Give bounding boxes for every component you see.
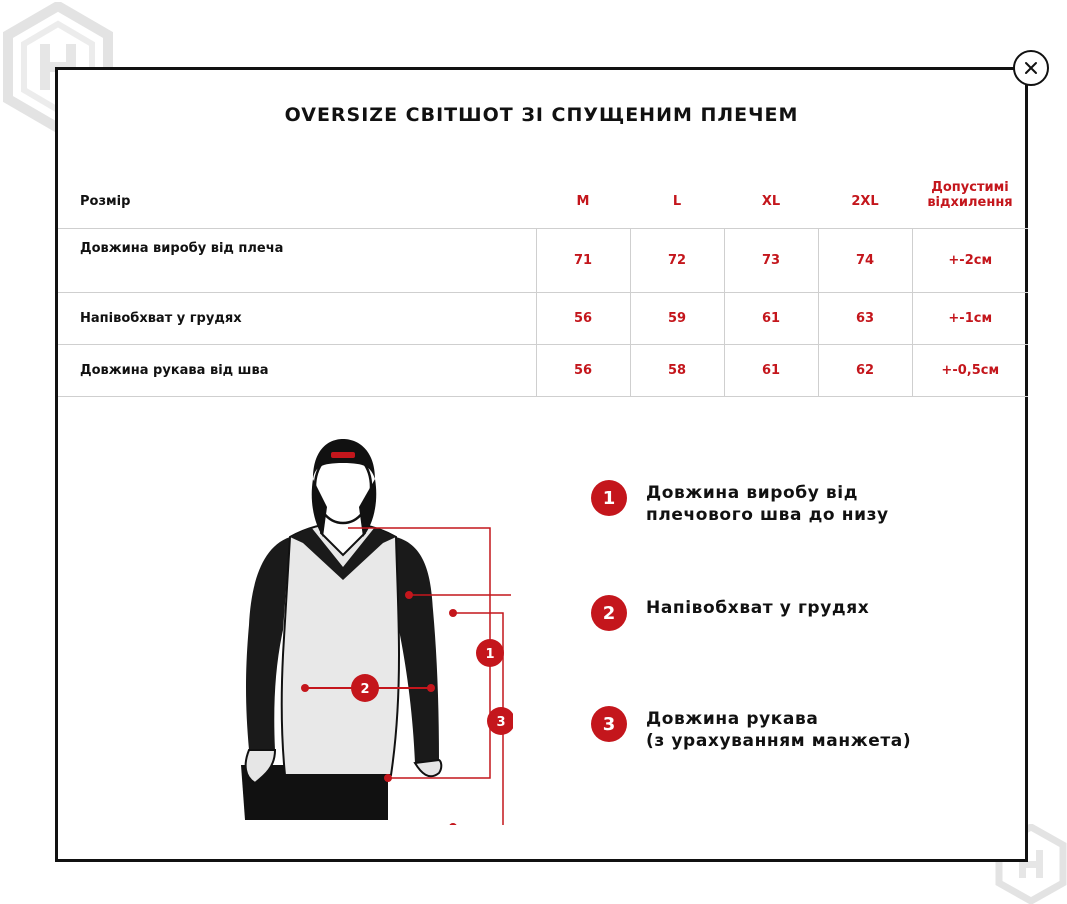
legend-line: (з урахуванням манжета) [646, 731, 912, 751]
header-size: Розмір [80, 193, 131, 209]
marker-2-label: 2 [360, 682, 370, 697]
cell-value: 58 [630, 345, 724, 397]
row-label: Довжина рукава від шва [58, 345, 536, 397]
length-measure-overlay [348, 525, 568, 845]
cell-value: 61 [724, 293, 818, 345]
size-chart-modal [55, 67, 1028, 862]
table-row [58, 345, 1028, 397]
cell-value: 71 [536, 229, 630, 293]
header-deviation-line2: відхилення [927, 195, 1013, 210]
table-row [58, 293, 1028, 345]
cell-value: 56 [536, 345, 630, 397]
size-table [58, 162, 1028, 397]
cell-deviation: +-1см [912, 293, 1028, 345]
header-deviation-line1: Допустимі [931, 180, 1009, 195]
cell-value: 59 [630, 293, 724, 345]
close-button[interactable] [1013, 50, 1049, 86]
marker-3-label: 3 [496, 715, 506, 730]
header-deviation [912, 162, 1028, 229]
modal-title: OVERSIZE СВІТШОТ ЗІ СПУЩЕНИМ ПЛЕЧЕМ [284, 104, 799, 126]
legend-item-2 [591, 595, 869, 631]
cell-value: 63 [818, 293, 912, 345]
legend-number-badge: 2 [591, 595, 627, 631]
legend-text [646, 480, 889, 526]
table-header-row [58, 162, 1028, 229]
cell-deviation: +-2см [912, 229, 1028, 293]
table-row [58, 229, 1028, 293]
legend-line: плечового шва до низу [646, 505, 889, 525]
cell-value: 72 [630, 229, 724, 293]
legend-line: Довжина виробу від [646, 483, 859, 503]
header-size-xl: XL [761, 193, 781, 209]
row-label: Довжина виробу від плеча [58, 229, 536, 293]
legend-number-badge: 1 [591, 480, 627, 516]
cell-deviation: +-0,5см [912, 345, 1028, 397]
cell-value: 74 [818, 229, 912, 293]
header-size-l: L [672, 193, 682, 209]
header-size-2xl: 2XL [851, 193, 879, 209]
cell-value: 62 [818, 345, 912, 397]
header-size-m: M [576, 193, 590, 209]
marker-1-label: 1 [485, 647, 495, 662]
legend-line: Довжина рукава [646, 709, 819, 729]
close-icon [1023, 60, 1039, 76]
legend-line: Напівобхват у грудях [646, 598, 870, 618]
legend-item-3 [591, 706, 911, 752]
cell-value: 56 [536, 293, 630, 345]
legend-text [646, 706, 911, 752]
legend-item-1 [591, 480, 889, 526]
row-label: Напівобхват у грудях [58, 293, 536, 345]
legend-number-badge: 3 [591, 706, 627, 742]
cell-value: 73 [724, 229, 818, 293]
cell-value: 61 [724, 345, 818, 397]
legend-text [646, 595, 869, 619]
